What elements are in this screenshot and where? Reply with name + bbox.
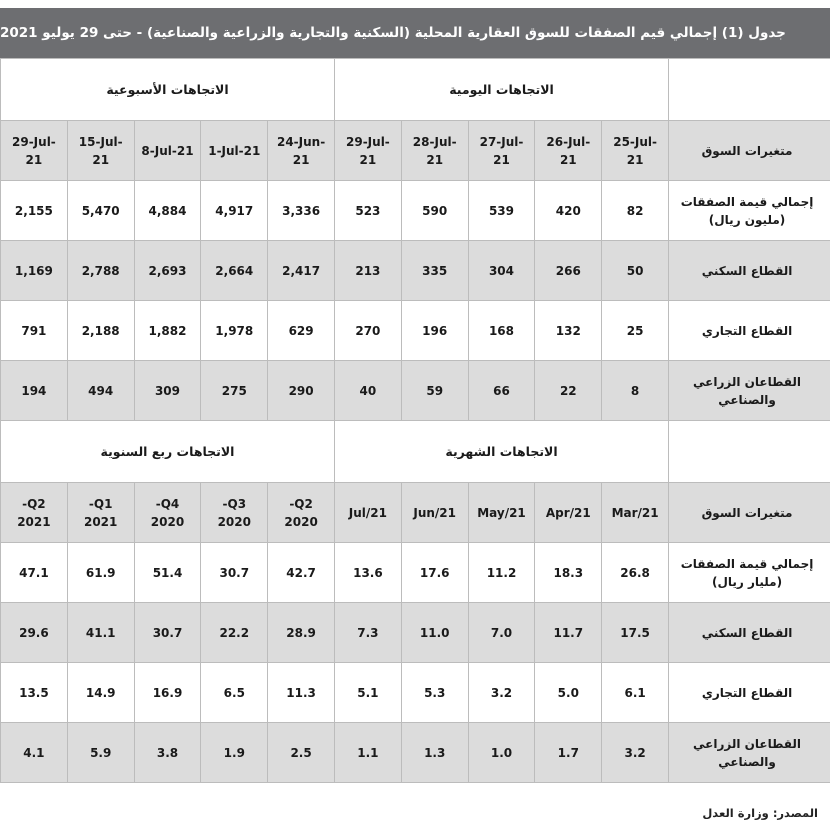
value-cell: 5.0 [535, 663, 602, 723]
table-row [1, 301, 830, 361]
value-cell: 13.6 [335, 543, 402, 603]
table-row [1, 241, 830, 301]
value-cell: 11.3 [268, 663, 335, 723]
column-header: 8-Jul-21 [134, 121, 201, 181]
value-cell: 47.1 [1, 543, 68, 603]
value-cell: 3.8 [134, 723, 201, 783]
value-cell: 5,470 [67, 181, 134, 241]
table-row [1, 361, 830, 421]
value-cell: 2,788 [67, 241, 134, 301]
transactions-table [0, 58, 830, 783]
column-header: 26-Jul- 21 [535, 121, 602, 181]
value-cell: 539 [468, 181, 535, 241]
value-cell: 290 [268, 361, 335, 421]
value-cell: 275 [201, 361, 268, 421]
column-header-row [1, 121, 830, 181]
value-cell: 41.1 [67, 603, 134, 663]
value-cell: 22 [535, 361, 602, 421]
value-cell: 1.0 [468, 723, 535, 783]
value-cell: 1,169 [1, 241, 68, 301]
value-cell: 50 [602, 241, 669, 301]
value-cell: 304 [468, 241, 535, 301]
column-header: Mar/21 [602, 483, 669, 543]
row-label: القطاعان الزراعي والصناعي [669, 723, 830, 783]
section-header-right: الاتجاهات اليومية [335, 59, 669, 121]
value-cell: 8 [602, 361, 669, 421]
value-cell: 66 [468, 361, 535, 421]
row-label: القطاع التجاري [669, 301, 830, 361]
value-cell: 25 [602, 301, 669, 361]
value-cell: 14.9 [67, 663, 134, 723]
column-header: -Q3 2020 [201, 483, 268, 543]
table-row [1, 723, 830, 783]
table-row [1, 663, 830, 723]
column-header: Jun/21 [401, 483, 468, 543]
value-cell: 3,336 [268, 181, 335, 241]
value-cell: 28.9 [268, 603, 335, 663]
value-cell: 1.1 [335, 723, 402, 783]
variables-header: متغيرات السوق [669, 483, 830, 543]
value-cell: 1,978 [201, 301, 268, 361]
value-cell: 5.3 [401, 663, 468, 723]
value-cell: 29.6 [1, 603, 68, 663]
value-cell: 4.1 [1, 723, 68, 783]
empty-corner-cell [669, 421, 830, 483]
column-header: Jul/21 [335, 483, 402, 543]
value-cell: 213 [335, 241, 402, 301]
column-header: 25-Jul- 21 [602, 121, 669, 181]
value-cell: 82 [602, 181, 669, 241]
table-row [1, 181, 830, 241]
value-cell: 168 [468, 301, 535, 361]
value-cell: 2,693 [134, 241, 201, 301]
table-title: جدول (1) إجمالي قيم الصفقات للسوق العقارية المحلية (السكنية والتجارية والزراعية والصناعية) - حتى 29 يوليو 2021 [0, 25, 786, 41]
value-cell: 59 [401, 361, 468, 421]
source-note: المصدر: وزارة العدل [702, 806, 818, 820]
column-header: -Q2 2020 [268, 483, 335, 543]
value-cell: 18.3 [535, 543, 602, 603]
value-cell: 420 [535, 181, 602, 241]
value-cell: 590 [401, 181, 468, 241]
value-cell: 40 [335, 361, 402, 421]
column-header: Apr/21 [535, 483, 602, 543]
column-header: -Q2 2021 [1, 483, 68, 543]
value-cell: 42.7 [268, 543, 335, 603]
row-label: القطاع التجاري [669, 663, 830, 723]
value-cell: 17.5 [602, 603, 669, 663]
section-header-right: الاتجاهات الشهرية [335, 421, 669, 483]
row-label: القطاعان الزراعي والصناعي [669, 361, 830, 421]
value-cell: 16.9 [134, 663, 201, 723]
section-header-left: الاتجاهات الأسبوعية [1, 59, 335, 121]
value-cell: 5.9 [67, 723, 134, 783]
value-cell: 5.1 [335, 663, 402, 723]
value-cell: 2.5 [268, 723, 335, 783]
value-cell: 17.6 [401, 543, 468, 603]
value-cell: 11.0 [401, 603, 468, 663]
value-cell: 1.3 [401, 723, 468, 783]
value-cell: 1.7 [535, 723, 602, 783]
value-cell: 51.4 [134, 543, 201, 603]
table-row [1, 543, 830, 603]
value-cell: 4,917 [201, 181, 268, 241]
variables-header: متغيرات السوق [669, 121, 830, 181]
table-title-bar [0, 8, 830, 58]
value-cell: 11.2 [468, 543, 535, 603]
value-cell: 30.7 [201, 543, 268, 603]
column-header: 29-Jul- 21 [335, 121, 402, 181]
value-cell: 7.3 [335, 603, 402, 663]
value-cell: 2,417 [268, 241, 335, 301]
column-header: -Q1 2021 [67, 483, 134, 543]
section-header-left: الاتجاهات ربع السنوية [1, 421, 335, 483]
value-cell: 791 [1, 301, 68, 361]
value-cell: 523 [335, 181, 402, 241]
value-cell: 309 [134, 361, 201, 421]
row-label: إجمالي قيمة الصفقات (مليون ريال) [669, 181, 830, 241]
row-label: القطاع السكني [669, 603, 830, 663]
value-cell: 3.2 [602, 723, 669, 783]
value-cell: 1,882 [134, 301, 201, 361]
value-cell: 2,664 [201, 241, 268, 301]
value-cell: 13.5 [1, 663, 68, 723]
value-cell: 30.7 [134, 603, 201, 663]
value-cell: 26.8 [602, 543, 669, 603]
section-header-row [1, 421, 830, 483]
column-header: 24-Jun- 21 [268, 121, 335, 181]
column-header: May/21 [468, 483, 535, 543]
column-header: 15-Jul- 21 [67, 121, 134, 181]
table-row [1, 603, 830, 663]
row-label: القطاع السكني [669, 241, 830, 301]
value-cell: 132 [535, 301, 602, 361]
value-cell: 2,155 [1, 181, 68, 241]
value-cell: 11.7 [535, 603, 602, 663]
column-header: -Q4 2020 [134, 483, 201, 543]
value-cell: 7.0 [468, 603, 535, 663]
value-cell: 629 [268, 301, 335, 361]
column-header-row [1, 483, 830, 543]
column-header: 1-Jul-21 [201, 121, 268, 181]
empty-corner-cell [669, 59, 830, 121]
value-cell: 6.1 [602, 663, 669, 723]
column-header: 29-Jul- 21 [1, 121, 68, 181]
value-cell: 196 [401, 301, 468, 361]
value-cell: 22.2 [201, 603, 268, 663]
value-cell: 494 [67, 361, 134, 421]
value-cell: 4,884 [134, 181, 201, 241]
value-cell: 335 [401, 241, 468, 301]
value-cell: 3.2 [468, 663, 535, 723]
value-cell: 2,188 [67, 301, 134, 361]
section-header-row [1, 59, 830, 121]
value-cell: 270 [335, 301, 402, 361]
column-header: 27-Jul- 21 [468, 121, 535, 181]
value-cell: 266 [535, 241, 602, 301]
row-label: إجمالي قيمة الصفقات (مليار ريال) [669, 543, 830, 603]
value-cell: 6.5 [201, 663, 268, 723]
column-header: 28-Jul- 21 [401, 121, 468, 181]
value-cell: 61.9 [67, 543, 134, 603]
value-cell: 1.9 [201, 723, 268, 783]
value-cell: 194 [1, 361, 68, 421]
